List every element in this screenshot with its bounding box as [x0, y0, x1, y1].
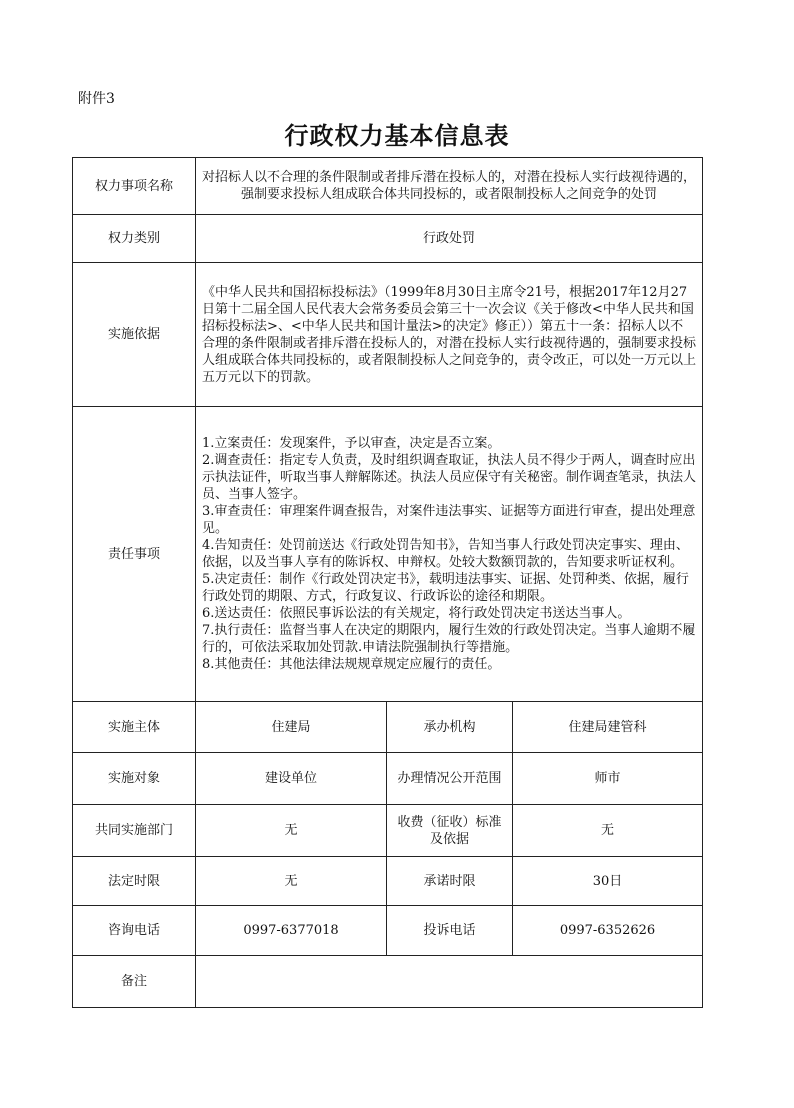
remarks-value — [196, 956, 703, 1008]
responsibility-item: 4.告知责任：处罚前送达《行政处罚告知书》，告知当事人行政处罚决定事实、理由、依据，以及当事人享有的陈诉权、申辩权。处较大数额罚款的，告知要求听证权利。 — [202, 538, 689, 570]
responsibilities-label: 责任事项 — [73, 407, 196, 702]
disclosure-scope-value: 师市 — [513, 753, 703, 805]
complaint-phone-label: 投诉电话 — [387, 906, 513, 956]
row-responsibilities — [73, 407, 703, 702]
promised-deadline-value: 30日 — [513, 857, 703, 906]
consult-phone-value: 0997-6377018 — [196, 906, 387, 956]
power-name-value: 对招标人以不合理的条件限制或者排斥潜在投标人的，对潜在投标人实行歧视待遇的，强制要求投标人组成联合体共同投标的，或者限制投标人之间竞争的处罚 — [196, 158, 703, 215]
remarks-label: 备注 — [73, 956, 196, 1008]
subject-label: 实施主体 — [73, 702, 196, 753]
promised-deadline-label: 承诺时限 — [387, 857, 513, 906]
responsibilities-list — [196, 407, 703, 702]
legal-deadline-label: 法定时限 — [73, 857, 196, 906]
responsibility-item: 2.调查责任：指定专人负责，及时组织调查取证，执法人员不得少于两人，调查时应出示执法证件，听取当事人辩解陈述。执法人员应保守有关秘密。制作调查笔录，执法人员、当事人签字。 — [202, 453, 697, 502]
agency-label: 承办机构 — [387, 702, 513, 753]
target-label: 实施对象 — [73, 753, 196, 805]
responsibility-item: 6.送达责任：依照民事诉讼法的有关规定，将行政处罚决定书送达当事人。 — [202, 606, 631, 621]
info-table — [72, 157, 703, 1008]
fee-standard-label: 收费（征收）标准及依据 — [387, 805, 513, 857]
joint-department-label: 共同实施部门 — [73, 805, 196, 857]
row-target — [73, 753, 703, 805]
responsibility-item: 5.决定责任：制作《行政处罚决定书》，载明违法事实、证据、处罚种类、依据，履行行政处罚的期限、方式，行政复议、行政诉讼的途径和期限。 — [202, 572, 689, 604]
responsibility-item: 8.其他责任：其他法律法规规章规定应履行的责任。 — [202, 657, 501, 672]
row-remarks — [73, 956, 703, 1008]
responsibility-item: 1.立案责任：发现案件，予以审查，决定是否立案。 — [202, 436, 501, 451]
subject-value: 住建局 — [196, 702, 387, 753]
row-phone — [73, 906, 703, 956]
power-name-label: 权力事项名称 — [73, 158, 196, 215]
complaint-phone-value: 0997-6352626 — [513, 906, 703, 956]
basis-label: 实施依据 — [73, 263, 196, 407]
power-type-value: 行政处罚 — [196, 215, 703, 263]
row-power-name — [73, 158, 703, 215]
row-power-type — [73, 215, 703, 263]
power-type-label: 权力类别 — [73, 215, 196, 263]
responsibility-item: 3.审查责任：审理案件调查报告，对案件违法事实、证据等方面进行审查，提出处理意见。 — [202, 504, 696, 536]
basis-value: 《中华人民共和国招标投标法》（1999年8月30日主席令21号，根据2017年12月27日第十二届全国人民代表大会常务委员会第三十一次会议《关于修改<中华人民共和国招标投标法>、<中华人民共和国计量法>的决定》修正））第五十一条：招标人以不合理的条件限制或者排斥潜在投标人的，对潜在投标人实行歧视待遇的，强制要求投标人组成联合体共同投标的，或者限制投标人之间竞争的，责令改正，可以处一万元以上五万元以下的罚款。 — [196, 263, 703, 407]
row-deadline — [73, 857, 703, 906]
disclosure-scope-label: 办理情况公开范围 — [387, 753, 513, 805]
agency-value: 住建局建管科 — [513, 702, 703, 753]
attachment-label: 附件3 — [78, 91, 115, 107]
row-joint — [73, 805, 703, 857]
page-title: 行政权力基本信息表 — [284, 121, 510, 150]
target-value: 建设单位 — [196, 753, 387, 805]
row-subject — [73, 702, 703, 753]
responsibility-item: 7.执行责任：监督当事人在决定的期限内，履行生效的行政处罚决定。当事人逾期不履行的，可依法采取加处罚款.申请法院强制执行等措施。 — [202, 623, 696, 655]
joint-department-value: 无 — [196, 805, 387, 857]
legal-deadline-value: 无 — [196, 857, 387, 906]
row-basis — [73, 263, 703, 407]
consult-phone-label: 咨询电话 — [73, 906, 196, 956]
fee-standard-value: 无 — [513, 805, 703, 857]
